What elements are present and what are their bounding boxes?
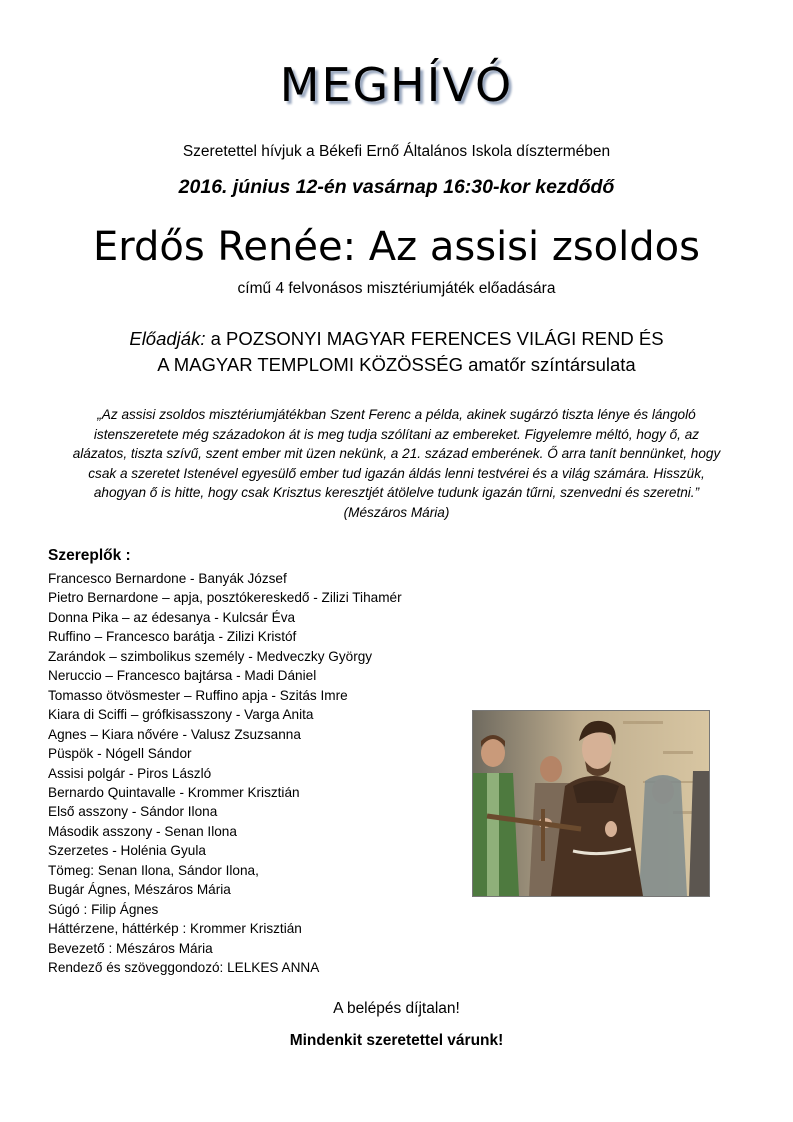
cast-item: Első asszony - Sándor Ilona	[48, 804, 218, 820]
cast-item: Tomasso ötvösmester – Ruffino apja - Szitás Imre	[48, 687, 348, 703]
invitation-line: Szeretettel hívjuk a Békefi Ernő Általános Iskola dísztermében	[182, 143, 611, 160]
performers-block	[0, 326, 793, 378]
performers-label: Előadják:	[129, 328, 206, 349]
cast-item: Francesco Bernardone - Banyák József	[48, 571, 287, 586]
cast-item: Bugár Ágnes, Mészáros Mária	[48, 882, 231, 898]
event-date-line: 2016. június 12-én vasárnap 16:30-kor kezdődő	[178, 176, 615, 198]
performers-text-1: a POZSONYI MAGYAR FERENCES VILÁGI REND ÉS	[205, 328, 664, 349]
cast-item: Püspök - Nógell Sándor	[48, 746, 192, 762]
cast-item: Assisi polgár - Piros László	[48, 765, 212, 781]
quote-line: alázatos, tiszta szívű, szent ember mit üzen nekünk, a 21. század emberének. Ő arra tanít bennünket, hogy	[72, 446, 721, 461]
performers-line-1	[0, 326, 793, 352]
cast-item: Háttérzene, háttérkép : Krommer Krisztián	[48, 921, 302, 937]
cast-item: Tömeg: Senan Ilona, Sándor Ilona,	[48, 862, 259, 878]
quote-line: ahogyan ő is hitte, hogy csak Krisztus keresztjét átölelve tudunk igazán tűrni, szenvedni és szeretni.”	[93, 485, 700, 500]
cast-item: Szerzetes - Holénia Gyula	[48, 843, 206, 859]
cast-item: Pietro Bernardone – apja, posztókereskedő - Zilizi Tihamér	[48, 590, 402, 606]
welcome-note: Mindenkit szeretettel várunk!	[289, 1032, 504, 1049]
cast-item: Agnes – Kiara nővére - Valusz Zsuzsanna	[48, 726, 301, 742]
cast-item: Kiara di Sciffi – grófkisasszony - Varga Anita	[48, 707, 314, 723]
free-entry-note: A belépés díjtalan!	[333, 1000, 460, 1017]
cast-list	[48, 569, 402, 978]
cast-item: Bevezető : Mészáros Mária	[48, 940, 213, 956]
performance-photo	[472, 710, 710, 897]
quote-block	[70, 405, 723, 522]
cast-heading: Szereplők :	[48, 547, 131, 564]
quote-line: csak a szeretet Istenével egyesülő ember tud igazán áldás lenni testvérei és a világ számára. Hisszük,	[88, 465, 705, 481]
quote-author: (Mészáros Mária)	[343, 504, 450, 520]
cast-item: Donna Pika – az édesanya - Kulcsár Éva	[48, 609, 296, 625]
cast-item: Második asszony - Senan Ilona	[48, 823, 237, 839]
cast-item: Rendező és szöveggondozó: LELKES ANNA	[48, 960, 320, 976]
cast-item: Ruffino – Francesco barátja - Zilizi Kristóf	[48, 629, 297, 645]
cast-item: Bernardo Quintavalle - Krommer Krisztián	[48, 784, 300, 800]
cast-item: Zarándok – szimbolikus személy - Medveczky György	[48, 648, 373, 664]
cast-item: Súgó : Filip Ágnes	[48, 901, 159, 917]
quote-line: istenszeretete még századokon át is meg tudja szólítani az embereket. Figyelemre méltó, hogy ő, az	[93, 426, 700, 442]
play-subtitle: című 4 felvonásos misztériumjáték előadására	[237, 280, 556, 297]
quote-line: „Az assisi zsoldos misztériumjátékban Szent Ferenc a példa, akinek sugárzó tiszta lénye és lángoló	[97, 407, 696, 422]
cast-item: Neruccio – Francesco bajtársa - Madi Dániel	[48, 668, 317, 684]
performers-line-2: A MAGYAR TEMPLOMI KÖZÖSSÉG amatőr színtársulata	[157, 354, 636, 375]
play-title: Erdős Renée: Az assisi zsoldos	[93, 224, 700, 270]
page-title: MEGHÍVÓ	[279, 58, 514, 112]
